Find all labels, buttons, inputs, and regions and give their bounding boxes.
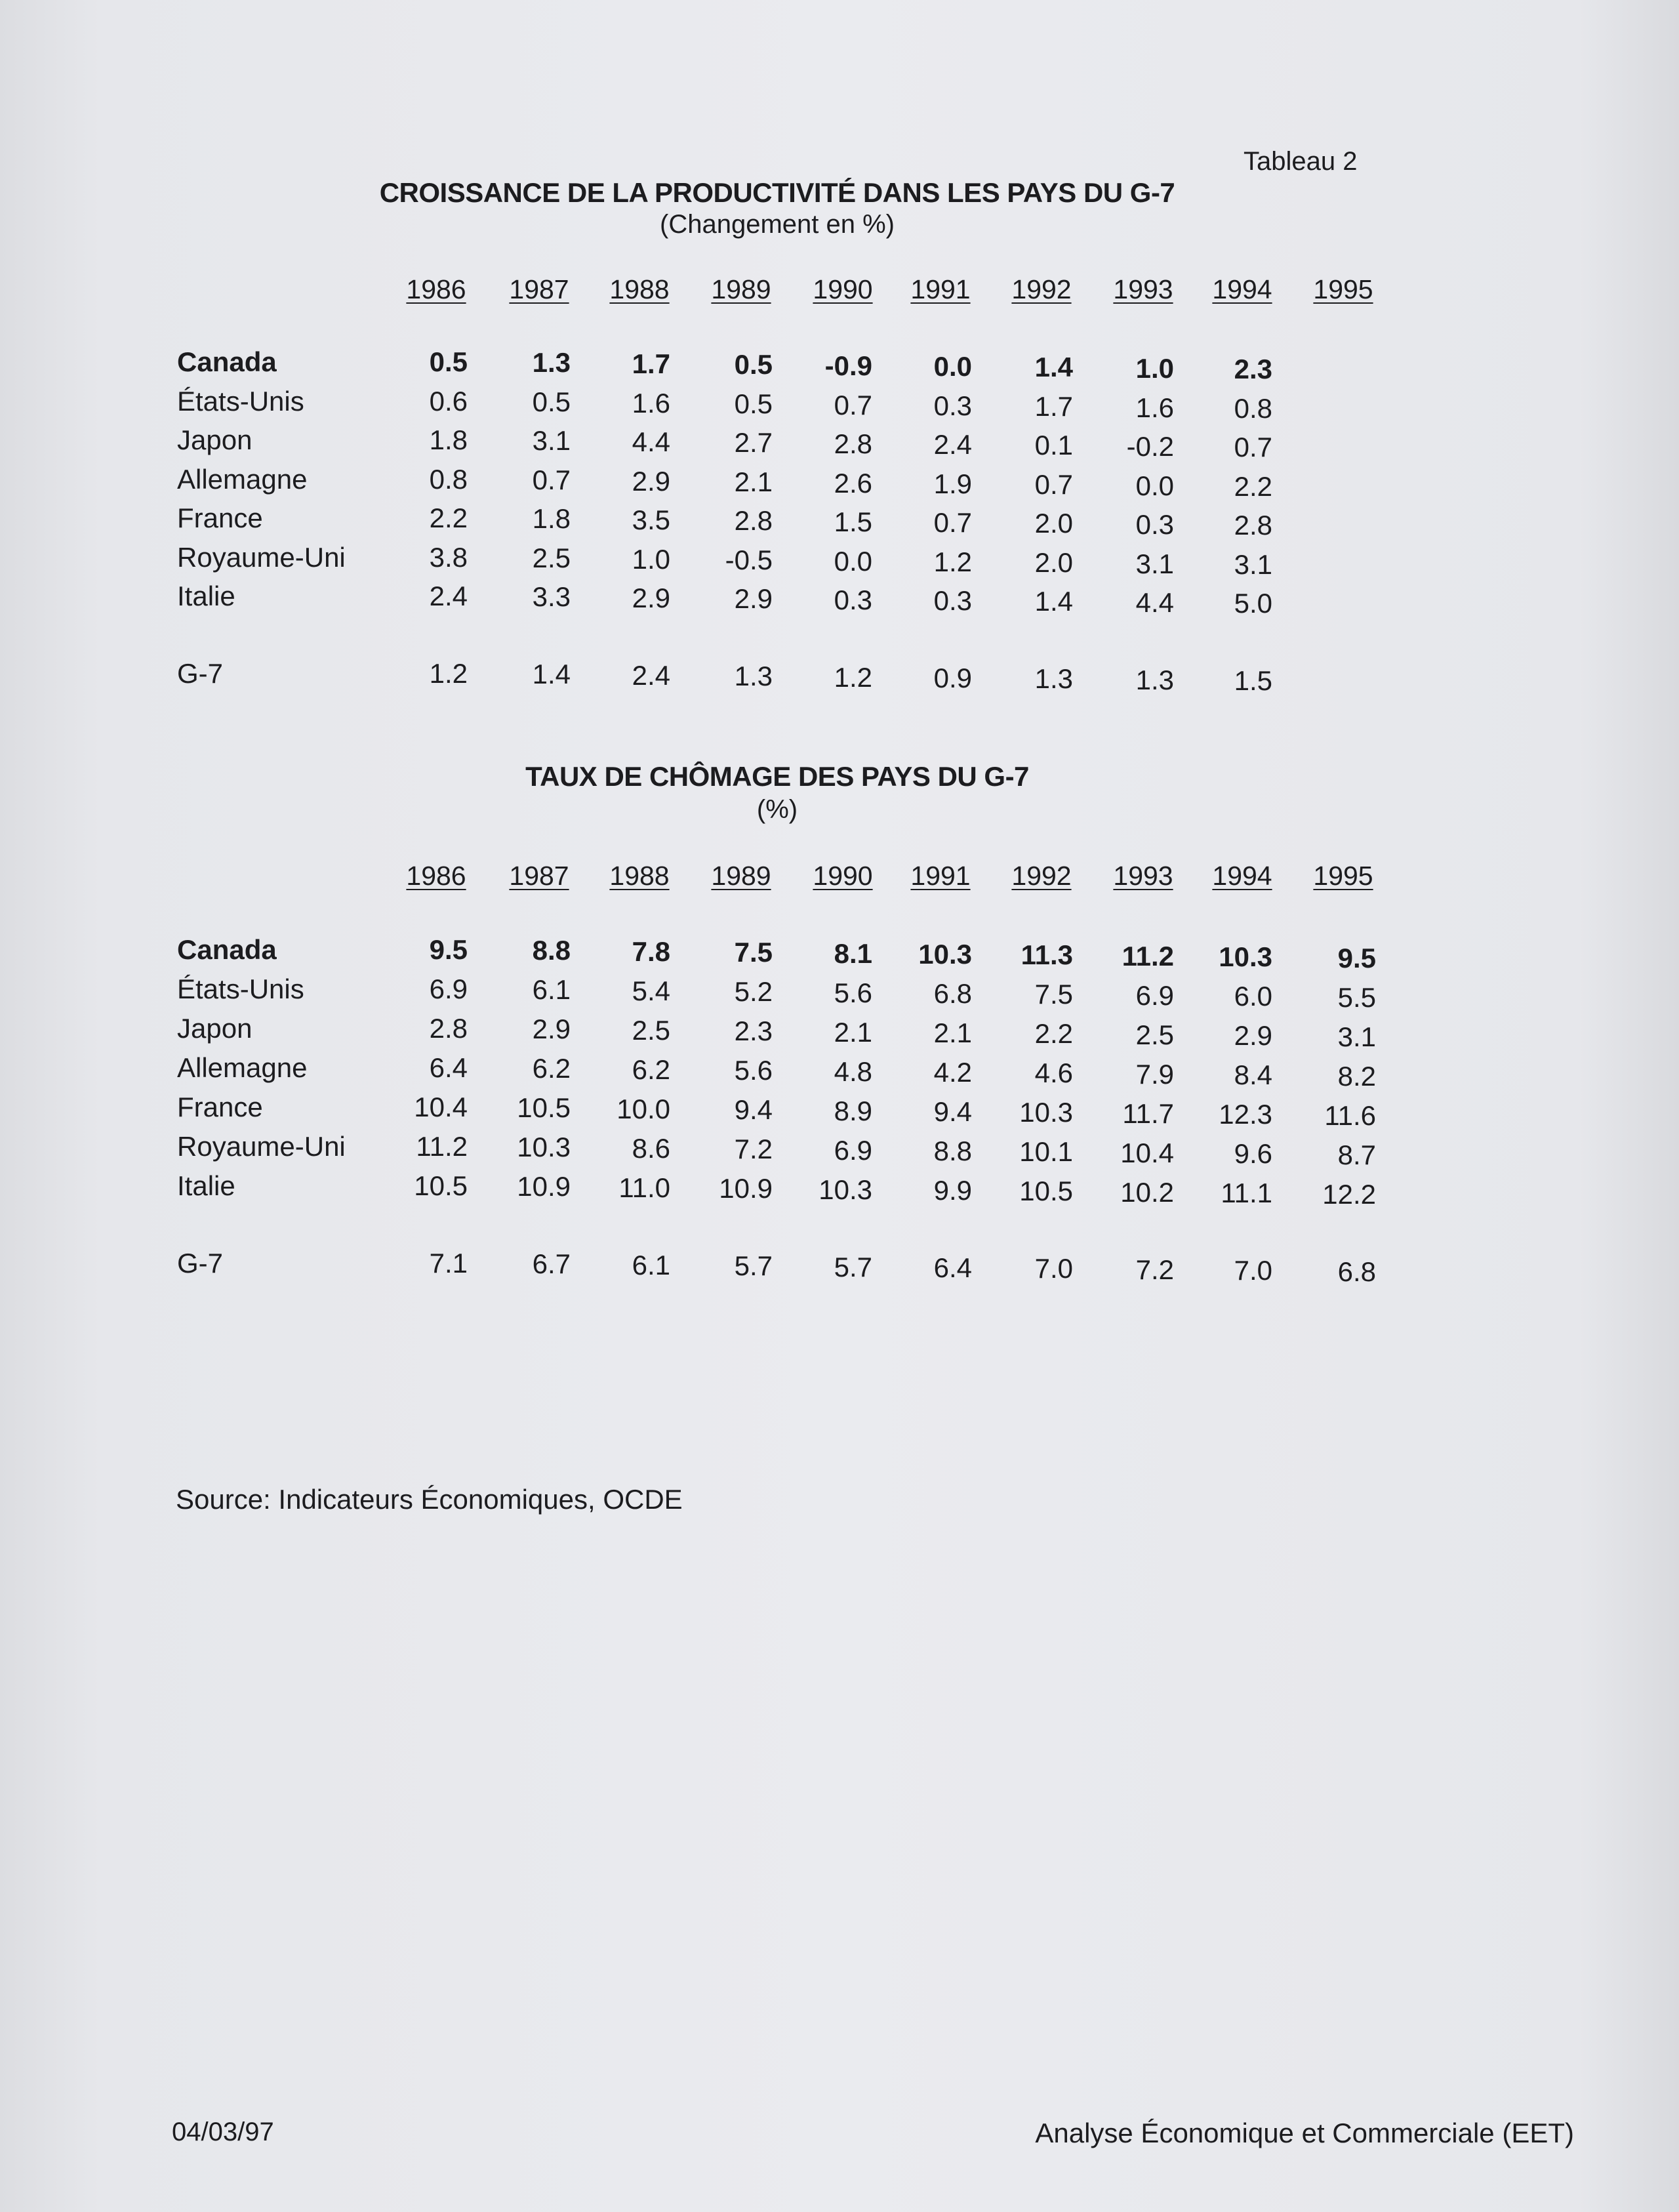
year-header: 1993 <box>1113 861 1173 891</box>
table-cell: 7.5 <box>1034 979 1073 1010</box>
table-cell: 2.4 <box>429 581 468 611</box>
row-label: Royaume-Uni <box>177 541 346 573</box>
table-cell: 2.1 <box>933 1017 972 1048</box>
table-cell: 3.1 <box>1135 548 1174 579</box>
table-cell: 2.8 <box>834 428 872 459</box>
table-cell: 9.6 <box>1234 1138 1272 1169</box>
year-header: 1995 <box>1313 274 1373 304</box>
table-cell: 0.7 <box>1234 432 1272 462</box>
table-cell: 4.8 <box>834 1056 872 1087</box>
table-cell: 0.3 <box>1135 509 1174 540</box>
table-cell: 2.2 <box>429 502 468 533</box>
table2-title: TAUX DE CHÔMAGE DES PAYS DU G-7 <box>525 761 1029 792</box>
table-cell: 8.7 <box>1337 1139 1376 1170</box>
table-cell: 8.8 <box>933 1136 972 1166</box>
row-label: G-7 <box>177 1248 224 1279</box>
table-cell: 5.0 <box>1234 588 1272 619</box>
table-cell: 1.4 <box>532 659 571 689</box>
table-cell: 6.9 <box>834 1135 872 1166</box>
table-cell: 1.0 <box>1135 353 1174 384</box>
table-cell: 9.4 <box>734 1094 773 1125</box>
table-cell: 8.2 <box>1337 1061 1376 1092</box>
table-cell: 6.4 <box>933 1252 972 1283</box>
row-label: Italie <box>177 1170 235 1201</box>
table-cell: 0.8 <box>1234 392 1272 424</box>
table-cell: 1.3 <box>1034 663 1073 694</box>
table-cell: 5.6 <box>734 1055 773 1086</box>
table-cell: 2.0 <box>1034 508 1073 539</box>
table-cell: 6.2 <box>532 1053 571 1084</box>
table-cell: 0.0 <box>834 545 872 577</box>
table-cell: 0.5 <box>734 388 773 419</box>
table-cell: 2.9 <box>532 1014 571 1044</box>
table-cell: 10.3 <box>918 939 972 970</box>
table-cell: 2.9 <box>632 583 670 613</box>
table-cell: 7.5 <box>734 937 773 968</box>
footer-organization: Analyse Économique et Commerciale (EET) <box>1035 2118 1574 2148</box>
table-cell: 6.8 <box>1337 1256 1376 1287</box>
table-cell: 0.7 <box>834 389 872 420</box>
table-cell: 2.5 <box>1135 1019 1174 1050</box>
table-cell: 10.3 <box>1019 1097 1073 1128</box>
table-cell: 5.5 <box>1337 982 1376 1013</box>
row-label: Canada <box>177 934 277 965</box>
table-cell: 3.1 <box>532 425 571 456</box>
table-cell: 2.0 <box>1034 546 1073 578</box>
table-cell: 10.5 <box>414 1170 468 1201</box>
table-cell: 11.1 <box>1221 1178 1272 1208</box>
table-cell: 8.9 <box>834 1096 872 1126</box>
table-cell: 6.2 <box>632 1054 670 1085</box>
table-cell: 0.5 <box>532 386 571 417</box>
table-cell: 7.9 <box>1135 1059 1174 1090</box>
table-cell: -0.5 <box>725 544 773 575</box>
table-cell: 5.4 <box>632 975 670 1006</box>
table-cell: 10.9 <box>719 1173 773 1204</box>
table-cell: 0.1 <box>1034 430 1073 461</box>
table-cell: 0.0 <box>1135 470 1174 501</box>
table-cell: 2.9 <box>632 465 670 497</box>
table-cell: 10.1 <box>1019 1136 1073 1167</box>
table-cell: 1.3 <box>734 661 773 691</box>
row-label: États-Unis <box>177 385 304 417</box>
table-cell: -0.2 <box>1126 431 1174 462</box>
table-cell: 1.3 <box>1135 665 1174 695</box>
table-cell: 2.1 <box>734 466 773 497</box>
table-cell: 0.5 <box>734 349 773 380</box>
table-cell: 7.8 <box>632 936 670 967</box>
table-cell: 4.6 <box>1034 1057 1073 1088</box>
footer-date: 04/03/97 <box>172 2118 274 2146</box>
table-cell: 9.4 <box>933 1096 972 1127</box>
table-cell: 1.2 <box>933 546 972 577</box>
table-cell: 2.4 <box>933 429 972 460</box>
table-cell: 2.8 <box>429 1013 468 1044</box>
source-note: Source: Indicateurs Économiques, OCDE <box>176 1484 683 1515</box>
row-label: Japon <box>177 424 253 455</box>
table-cell: 5.7 <box>834 1252 872 1282</box>
table-cell: 1.4 <box>1034 586 1073 617</box>
table-cell: 1.6 <box>632 387 670 419</box>
table-cell: 2.2 <box>1234 470 1272 502</box>
table-cell: 2.3 <box>1234 354 1272 384</box>
table-cell: 0.8 <box>429 463 468 495</box>
table-cell: 1.4 <box>1034 352 1073 382</box>
table-cell: 0.7 <box>1034 468 1073 500</box>
table-cell: 9.5 <box>1337 943 1376 973</box>
table-cell: 6.7 <box>532 1248 571 1279</box>
table-cell: 1.3 <box>532 347 571 378</box>
table-cell: 10.4 <box>414 1092 468 1122</box>
table-cell: 2.6 <box>834 467 872 499</box>
table-cell: 6.0 <box>1234 981 1272 1012</box>
table-cell: 2.2 <box>1034 1018 1073 1049</box>
table-cell: 0.3 <box>933 390 972 421</box>
table-cell: 12.2 <box>1322 1179 1376 1210</box>
table-cell: 10.3 <box>819 1174 872 1205</box>
table-cell: 7.1 <box>429 1248 468 1279</box>
year-header: 1988 <box>609 274 670 304</box>
row-label: France <box>177 502 263 533</box>
table-cell: 1.2 <box>834 662 872 693</box>
year-header: 1989 <box>711 861 771 891</box>
table-cell: 2.8 <box>734 505 773 536</box>
table-cell: 11.3 <box>1021 939 1073 970</box>
table-cell: 11.2 <box>416 1131 468 1162</box>
table-cell: 1.5 <box>1234 665 1272 696</box>
table-cell: 11.6 <box>1324 1100 1376 1131</box>
table-cell: 10.5 <box>517 1092 571 1123</box>
table-cell: 12.3 <box>1219 1099 1272 1130</box>
year-header: 1990 <box>813 861 873 891</box>
table-cell: 0.7 <box>933 507 972 538</box>
table-cell: 5.6 <box>834 977 872 1008</box>
table-cell: 2.1 <box>834 1017 872 1048</box>
table-cell: 3.1 <box>1337 1021 1376 1052</box>
table-cell: 1.5 <box>834 506 872 537</box>
table-cell: 0.6 <box>429 385 468 417</box>
table-cell: 0.3 <box>834 584 872 615</box>
tableau-label: Tableau 2 <box>1244 147 1358 176</box>
table1-subtitle: (Changement en %) <box>660 210 895 239</box>
table-cell: 8.6 <box>632 1133 670 1164</box>
table-cell: 2.3 <box>734 1015 773 1046</box>
table-cell: 0.7 <box>532 464 571 495</box>
table-cell: 10.5 <box>1019 1176 1073 1206</box>
row-label: G-7 <box>177 658 224 689</box>
table-cell: 1.7 <box>1034 390 1073 422</box>
table-cell: 11.7 <box>1122 1098 1174 1129</box>
table-cell: 6.1 <box>532 974 571 1005</box>
table-cell: 10.2 <box>1120 1177 1174 1208</box>
table-cell: 7.2 <box>1135 1254 1174 1285</box>
table-cell: 1.6 <box>1135 392 1174 423</box>
year-header: 1995 <box>1313 861 1373 891</box>
table2-subtitle: (%) <box>756 795 798 824</box>
table-cell: 4.4 <box>1135 587 1174 618</box>
table-cell: 0.9 <box>933 663 972 693</box>
year-header: 1994 <box>1212 861 1272 891</box>
table-cell: 10.3 <box>517 1132 571 1162</box>
table-cell: 6.4 <box>429 1052 468 1083</box>
row-label: Canada <box>177 346 277 377</box>
row-label: États-Unis <box>177 973 304 1004</box>
table-cell: 1.9 <box>933 468 972 499</box>
year-header: 1991 <box>910 274 971 304</box>
year-header: 1991 <box>910 861 971 891</box>
year-header: 1990 <box>813 274 873 304</box>
table-cell: 6.9 <box>429 973 468 1004</box>
row-label: France <box>177 1092 263 1122</box>
table-cell: 7.0 <box>1034 1253 1073 1284</box>
row-label: Royaume-Uni <box>177 1131 346 1162</box>
table1-title: CROISSANCE DE LA PRODUCTIVITÉ DANS LES PAYS DU G-7 <box>379 177 1175 208</box>
row-label: Japon <box>177 1013 253 1044</box>
table-cell: 6.9 <box>1135 980 1174 1011</box>
row-label: Allemagne <box>177 463 308 495</box>
year-header: 1992 <box>1011 861 1072 891</box>
table-cell: 10.9 <box>517 1171 571 1202</box>
table-cell: 1.8 <box>429 424 468 455</box>
table-cell: 1.2 <box>429 658 468 689</box>
table-cell: 4.4 <box>632 426 670 457</box>
year-header: 1986 <box>406 274 466 304</box>
row-label: Italie <box>177 581 235 611</box>
year-header: 1988 <box>609 861 670 891</box>
table-cell: 8.1 <box>834 938 872 969</box>
table-cell: 2.4 <box>632 660 670 691</box>
table-cell: 3.8 <box>429 541 468 573</box>
table-cell: 1.0 <box>632 543 670 575</box>
table-cell: 1.8 <box>532 503 571 534</box>
year-header: 1992 <box>1011 274 1072 304</box>
table-cell: 3.1 <box>1234 548 1272 580</box>
year-header: 1986 <box>406 861 466 891</box>
year-header: 1987 <box>509 861 569 891</box>
table-cell: 3.5 <box>632 504 670 535</box>
table-cell: 7.0 <box>1234 1255 1272 1286</box>
table-cell: 7.2 <box>734 1134 773 1164</box>
year-header: 1993 <box>1113 274 1173 304</box>
year-header: 1994 <box>1212 274 1272 304</box>
table-cell: 6.8 <box>933 978 972 1009</box>
table-cell: 10.4 <box>1120 1137 1174 1168</box>
table-cell: 5.7 <box>734 1250 773 1281</box>
table-cell: 9.5 <box>429 934 468 965</box>
table-cell: 2.9 <box>734 583 773 614</box>
table-cell: 2.8 <box>1234 510 1272 541</box>
table-cell: 2.5 <box>632 1015 670 1046</box>
table-cell: 1.7 <box>632 348 670 379</box>
table-cell: 0.5 <box>429 346 468 377</box>
table-cell: 0.0 <box>933 351 972 382</box>
table-cell: 8.8 <box>532 935 571 966</box>
table-cell: 5.2 <box>734 976 773 1007</box>
table-cell: 11.2 <box>1122 941 1174 972</box>
table-cell: 10.3 <box>1219 941 1272 972</box>
table-cell: 11.0 <box>618 1172 670 1203</box>
table-cell: 2.5 <box>532 542 571 573</box>
row-label: Allemagne <box>177 1052 308 1083</box>
year-header: 1987 <box>509 274 569 304</box>
table-cell: 9.9 <box>933 1175 972 1206</box>
table-cell: 4.2 <box>933 1057 972 1088</box>
table-cell: -0.9 <box>824 350 872 381</box>
table-cell: 2.9 <box>1234 1020 1272 1051</box>
year-header: 1989 <box>711 274 771 304</box>
table-cell: 6.1 <box>632 1250 670 1280</box>
table-cell: 2.7 <box>734 427 773 458</box>
table-cell: 0.3 <box>933 585 972 616</box>
table-cell: 3.3 <box>532 581 571 612</box>
table-cell: 8.4 <box>1234 1059 1272 1090</box>
table-cell: 10.0 <box>617 1094 670 1124</box>
